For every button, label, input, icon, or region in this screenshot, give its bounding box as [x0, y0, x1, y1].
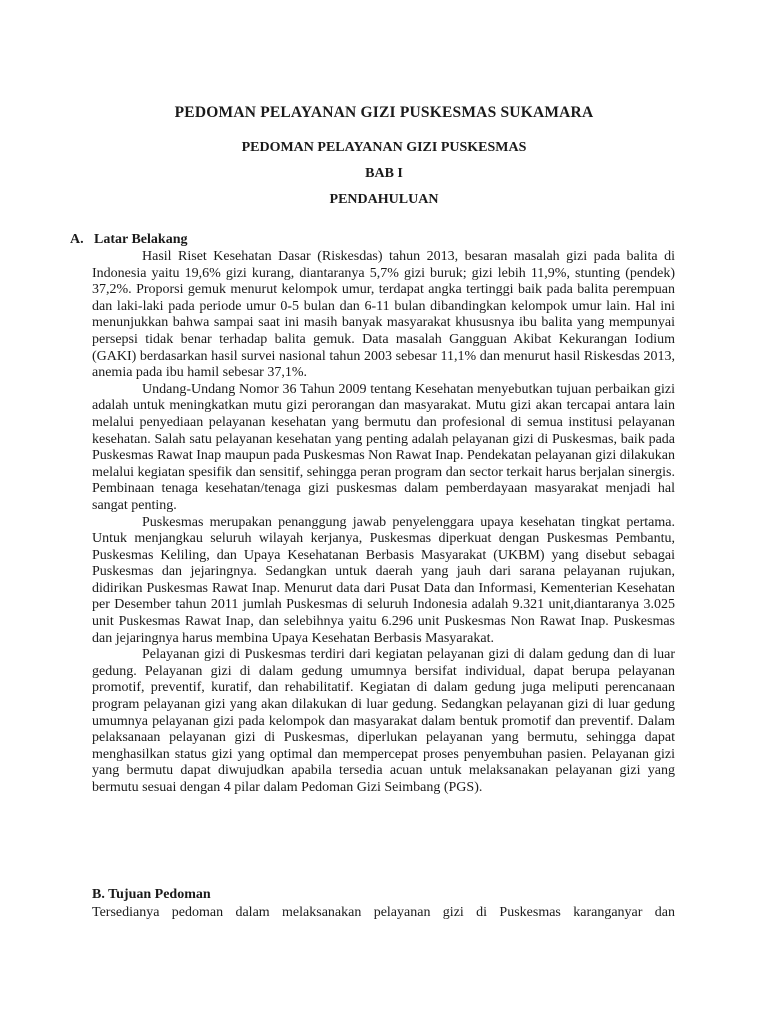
section-a-title: Latar Belakang	[94, 232, 188, 247]
section-a-letter: A.	[70, 232, 84, 247]
section-b-heading: B. Tujuan Pedoman	[92, 887, 211, 902]
chapter-number: BAB I	[365, 166, 403, 181]
section-b-first-line: Tersedianya pedoman dalam melaksanakan pelayanan gizi di Puskesmas karanganyar dan	[92, 905, 675, 920]
section-a-heading	[70, 232, 187, 249]
paragraph: Undang-Undang Nomor 36 Tahun 2009 tentang Kesehatan menyebutkan tujuan perbaikan gizi adalah untuk meningkatkan mutu gizi perorangan dan masyarakat. Mutu gizi akan tercapai antara lain melalui penyediaan pelayanan kesehatan yang bermutu dan profesional di semua institusi pelayanan kesehatan. Salah satu pelayanan kesehatan yang penting adalah pelayanan gizi di Puskesmas, baik pada Puskesmas Rawat Inap maupun pada Puskesmas Non Rawat Inap. Pendekatan pelayanan gizi dilakukan melalui kegiatan spesifik dan sensitif, sehingga peran program dan sector terkait harus berjalan sinergis. Pembinaan tenaga kesehatan/tenaga gizi puskesmas dalam pemberdayaan masyarakat menjadi hal sangat penting.	[92, 381, 675, 513]
paragraph: Hasil Riset Kesehatan Dasar (Riskesdas) tahun 2013, besaran masalah gizi pada balita di Indonesia yaitu 19,6% gizi kurang, diantaranya 5,7% gizi buruk; gizi lebih 11,9%, stunting (pendek) 37,2%. Proporsi gemuk menurut kelompok umur, terdapat angka tertinggi baik pada balita perempuan dan laki-laki pada periode umur 0-5 bulan dan 6-11 bulan dibandingkan kelompok umur lain. Hal ini menunjukkan bahwa sampai saat ini masih banyak masyarakat khususnya ibu balita yang mempunyai persepsi tidak benar terhadap balita gemuk. Data masalah Gangguan Akibat Kekurangan Iodium (GAKI) berdasarkan hasil survei nasional tahun 2003 sebesar 11,1% dan menurut hasil Riskesdas 2013, anemia pada ibu hamil sebesar 37,1%.	[92, 249, 675, 381]
document-title: PEDOMAN PELAYANAN GIZI PUSKESMAS SUKAMARA	[174, 104, 594, 121]
chapter-title: PENDAHULUAN	[329, 192, 439, 207]
section-a-body	[92, 249, 675, 797]
paragraph: Pelayanan gizi di Puskesmas terdiri dari kegiatan pelayanan gizi di dalam gedung dan di luar gedung. Pelayanan gizi di dalam gedung umumnya bersifat individual, dapat berupa pelayanan promotif, preventif, kuratif, dan rehabilitatif. Kegiatan di dalam gedung juga meliputi perencanaan program pelayanan gizi yang akan dilakukan di luar gedung. Sedangkan pelayanan gizi di luar gedung umumnya pelayanan gizi pada kelompok dan masyarakat dalam bentuk promotif dan preventif. Dalam pelaksanaan pelayanan gizi di Puskesmas, diperlukan pelayanan yang bermutu, sehingga dapat menghasilkan status gizi yang optimal dan mempercepat proses penyembuhan pasien. Pelayanan gizi yang bermutu dapat diwujudkan apabila tersedia acuan untuk melaksanakan pelayanan gizi yang bermutu sesuai dengan 4 pilar dalam Pedoman Gizi Seimbang (PGS).	[92, 647, 675, 795]
document-subtitle: PEDOMAN PELAYANAN GIZI PUSKESMAS	[241, 140, 527, 155]
paragraph: Puskesmas merupakan penanggung jawab penyelenggara upaya kesehatan tingkat pertama. Untuk menjangkau seluruh wilayah kerjanya, Puskesmas diperkuat dengan Puskesmas Pembantu, Puskesmas Keliling, dan Upaya Kesehatanan Berbasis Masyarakat (UKBM) yang disebut sebagai Puskesmas dan jejaringnya. Sedangkan untuk daerah yang jauh dari sarana pelayanan rujukan, didirikan Puskesmas Rawat Inap. Menurut data dari Pusat Data dan Informasi, Kementerian Kesehatan per Desember tahun 2011 jumlah Puskesmas di seluruh Indonesia adalah 9.321 unit,diantaranya 3.025 unit Puskesmas Rawat Inap, dan selebihnya yaitu 6.296 unit Puskesmas Non Rawat Inap. Puskesmas dan jejaringnya harus membina Upaya Kesehatan Berbasis Masyarakat.	[92, 514, 675, 646]
